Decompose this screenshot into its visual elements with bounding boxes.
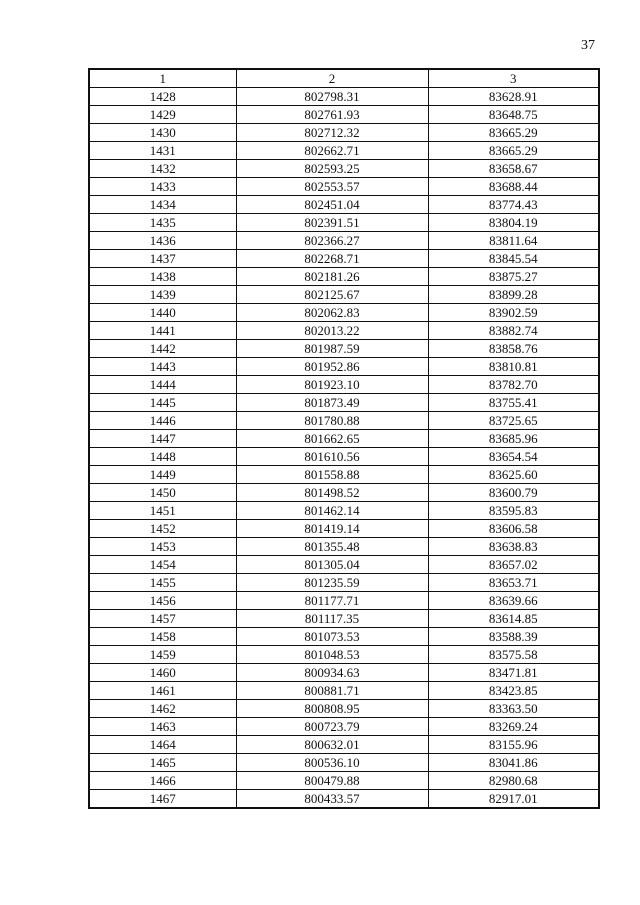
x-coordinate-cell: 801305.04 xyxy=(236,556,428,574)
column-header-2: 2 xyxy=(236,69,428,88)
table-row xyxy=(89,250,599,268)
point-number-cell: 1454 xyxy=(89,556,236,574)
x-coordinate-cell: 801873.49 xyxy=(236,394,428,412)
point-number-cell: 1463 xyxy=(89,718,236,736)
x-coordinate-cell: 802451.04 xyxy=(236,196,428,214)
y-coordinate-cell: 83899.28 xyxy=(428,286,599,304)
y-coordinate-cell: 83657.02 xyxy=(428,556,599,574)
x-coordinate-cell: 801610.56 xyxy=(236,448,428,466)
point-number-cell: 1455 xyxy=(89,574,236,592)
y-coordinate-cell: 83639.66 xyxy=(428,592,599,610)
point-number-cell: 1464 xyxy=(89,736,236,754)
table-row xyxy=(89,196,599,214)
table-row xyxy=(89,304,599,322)
table-row xyxy=(89,376,599,394)
table-row xyxy=(89,520,599,538)
x-coordinate-cell: 801177.71 xyxy=(236,592,428,610)
y-coordinate-cell: 83041.86 xyxy=(428,754,599,772)
x-coordinate-cell: 801498.52 xyxy=(236,484,428,502)
y-coordinate-cell: 83685.96 xyxy=(428,430,599,448)
point-number-cell: 1436 xyxy=(89,232,236,250)
x-coordinate-cell: 802125.67 xyxy=(236,286,428,304)
x-coordinate-cell: 800479.88 xyxy=(236,772,428,790)
point-number-cell: 1450 xyxy=(89,484,236,502)
point-number-cell: 1430 xyxy=(89,124,236,142)
point-number-cell: 1444 xyxy=(89,376,236,394)
table-row xyxy=(89,646,599,664)
x-coordinate-cell: 802268.71 xyxy=(236,250,428,268)
table-body xyxy=(89,88,599,809)
x-coordinate-cell: 802391.51 xyxy=(236,214,428,232)
table-row xyxy=(89,358,599,376)
x-coordinate-cell: 800632.01 xyxy=(236,736,428,754)
y-coordinate-cell: 83804.19 xyxy=(428,214,599,232)
y-coordinate-cell: 83658.67 xyxy=(428,160,599,178)
point-number-cell: 1460 xyxy=(89,664,236,682)
table-row xyxy=(89,142,599,160)
point-number-cell: 1462 xyxy=(89,700,236,718)
point-number-cell: 1432 xyxy=(89,160,236,178)
x-coordinate-cell: 801780.88 xyxy=(236,412,428,430)
table-row xyxy=(89,556,599,574)
x-coordinate-cell: 801987.59 xyxy=(236,340,428,358)
point-number-cell: 1435 xyxy=(89,214,236,232)
table-row xyxy=(89,610,599,628)
y-coordinate-cell: 82980.68 xyxy=(428,772,599,790)
y-coordinate-cell: 83665.29 xyxy=(428,124,599,142)
y-coordinate-cell: 83882.74 xyxy=(428,322,599,340)
table-row xyxy=(89,448,599,466)
y-coordinate-cell: 83755.41 xyxy=(428,394,599,412)
x-coordinate-cell: 800881.71 xyxy=(236,682,428,700)
point-number-cell: 1466 xyxy=(89,772,236,790)
point-number-cell: 1438 xyxy=(89,268,236,286)
table-row xyxy=(89,232,599,250)
point-number-cell: 1465 xyxy=(89,754,236,772)
table-row xyxy=(89,736,599,754)
x-coordinate-cell: 801048.53 xyxy=(236,646,428,664)
y-coordinate-cell: 83471.81 xyxy=(428,664,599,682)
y-coordinate-cell: 83614.85 xyxy=(428,610,599,628)
y-coordinate-cell: 83423.85 xyxy=(428,682,599,700)
point-number-cell: 1429 xyxy=(89,106,236,124)
x-coordinate-cell: 801558.88 xyxy=(236,466,428,484)
y-coordinate-cell: 82917.01 xyxy=(428,790,599,809)
table-row xyxy=(89,754,599,772)
table-row xyxy=(89,412,599,430)
table-row xyxy=(89,466,599,484)
y-coordinate-cell: 83688.44 xyxy=(428,178,599,196)
column-header-1: 1 xyxy=(89,69,236,88)
point-number-cell: 1467 xyxy=(89,790,236,809)
table-row xyxy=(89,628,599,646)
table-row xyxy=(89,718,599,736)
table-row xyxy=(89,286,599,304)
y-coordinate-cell: 83588.39 xyxy=(428,628,599,646)
table-row xyxy=(89,430,599,448)
y-coordinate-cell: 83875.27 xyxy=(428,268,599,286)
y-coordinate-cell: 83269.24 xyxy=(428,718,599,736)
table-header-row xyxy=(89,69,599,88)
x-coordinate-cell: 801117.35 xyxy=(236,610,428,628)
table-row xyxy=(89,682,599,700)
x-coordinate-cell: 801073.53 xyxy=(236,628,428,646)
x-coordinate-cell: 802798.31 xyxy=(236,88,428,106)
point-number-cell: 1448 xyxy=(89,448,236,466)
x-coordinate-cell: 802553.57 xyxy=(236,178,428,196)
table-row xyxy=(89,214,599,232)
point-number-cell: 1428 xyxy=(89,88,236,106)
x-coordinate-cell: 801662.65 xyxy=(236,430,428,448)
table-row xyxy=(89,502,599,520)
x-coordinate-cell: 802761.93 xyxy=(236,106,428,124)
x-coordinate-cell: 802062.83 xyxy=(236,304,428,322)
y-coordinate-cell: 83625.60 xyxy=(428,466,599,484)
point-number-cell: 1461 xyxy=(89,682,236,700)
point-number-cell: 1443 xyxy=(89,358,236,376)
x-coordinate-cell: 802662.71 xyxy=(236,142,428,160)
y-coordinate-cell: 83665.29 xyxy=(428,142,599,160)
point-number-cell: 1457 xyxy=(89,610,236,628)
x-coordinate-cell: 802593.25 xyxy=(236,160,428,178)
table-row xyxy=(89,322,599,340)
table-row xyxy=(89,88,599,106)
x-coordinate-cell: 801235.59 xyxy=(236,574,428,592)
page-number: 37 xyxy=(581,38,595,53)
table-row xyxy=(89,340,599,358)
y-coordinate-cell: 83600.79 xyxy=(428,484,599,502)
x-coordinate-cell: 802181.26 xyxy=(236,268,428,286)
point-number-cell: 1441 xyxy=(89,322,236,340)
y-coordinate-cell: 83811.64 xyxy=(428,232,599,250)
y-coordinate-cell: 83628.91 xyxy=(428,88,599,106)
point-number-cell: 1451 xyxy=(89,502,236,520)
table-row xyxy=(89,772,599,790)
x-coordinate-cell: 800808.95 xyxy=(236,700,428,718)
x-coordinate-cell: 802013.22 xyxy=(236,322,428,340)
table-row xyxy=(89,394,599,412)
y-coordinate-cell: 83653.71 xyxy=(428,574,599,592)
table-row xyxy=(89,106,599,124)
x-coordinate-cell: 800934.63 xyxy=(236,664,428,682)
coordinates-table xyxy=(88,68,600,809)
y-coordinate-cell: 83638.83 xyxy=(428,538,599,556)
point-number-cell: 1434 xyxy=(89,196,236,214)
table-row xyxy=(89,538,599,556)
table-row xyxy=(89,664,599,682)
point-number-cell: 1447 xyxy=(89,430,236,448)
x-coordinate-cell: 801952.86 xyxy=(236,358,428,376)
point-number-cell: 1431 xyxy=(89,142,236,160)
y-coordinate-cell: 83845.54 xyxy=(428,250,599,268)
y-coordinate-cell: 83575.58 xyxy=(428,646,599,664)
y-coordinate-cell: 83725.65 xyxy=(428,412,599,430)
point-number-cell: 1453 xyxy=(89,538,236,556)
x-coordinate-cell: 801923.10 xyxy=(236,376,428,394)
point-number-cell: 1446 xyxy=(89,412,236,430)
point-number-cell: 1437 xyxy=(89,250,236,268)
point-number-cell: 1458 xyxy=(89,628,236,646)
y-coordinate-cell: 83782.70 xyxy=(428,376,599,394)
y-coordinate-cell: 83810.81 xyxy=(428,358,599,376)
point-number-cell: 1433 xyxy=(89,178,236,196)
point-number-cell: 1442 xyxy=(89,340,236,358)
y-coordinate-cell: 83902.59 xyxy=(428,304,599,322)
x-coordinate-cell: 800433.57 xyxy=(236,790,428,809)
y-coordinate-cell: 83774.43 xyxy=(428,196,599,214)
point-number-cell: 1440 xyxy=(89,304,236,322)
table-row xyxy=(89,484,599,502)
point-number-cell: 1459 xyxy=(89,646,236,664)
y-coordinate-cell: 83155.96 xyxy=(428,736,599,754)
point-number-cell: 1452 xyxy=(89,520,236,538)
table-row xyxy=(89,268,599,286)
y-coordinate-cell: 83363.50 xyxy=(428,700,599,718)
x-coordinate-cell: 801462.14 xyxy=(236,502,428,520)
y-coordinate-cell: 83858.76 xyxy=(428,340,599,358)
x-coordinate-cell: 800536.10 xyxy=(236,754,428,772)
point-number-cell: 1445 xyxy=(89,394,236,412)
y-coordinate-cell: 83595.83 xyxy=(428,502,599,520)
y-coordinate-cell: 83606.58 xyxy=(428,520,599,538)
point-number-cell: 1439 xyxy=(89,286,236,304)
point-number-cell: 1456 xyxy=(89,592,236,610)
table-row xyxy=(89,160,599,178)
x-coordinate-cell: 801355.48 xyxy=(236,538,428,556)
x-coordinate-cell: 802366.27 xyxy=(236,232,428,250)
y-coordinate-cell: 83654.54 xyxy=(428,448,599,466)
x-coordinate-cell: 800723.79 xyxy=(236,718,428,736)
table-row xyxy=(89,592,599,610)
table-row xyxy=(89,700,599,718)
x-coordinate-cell: 802712.32 xyxy=(236,124,428,142)
column-header-3: 3 xyxy=(428,69,599,88)
point-number-cell: 1449 xyxy=(89,466,236,484)
table-row xyxy=(89,790,599,809)
x-coordinate-cell: 801419.14 xyxy=(236,520,428,538)
table-row xyxy=(89,178,599,196)
table-row xyxy=(89,574,599,592)
table-row xyxy=(89,124,599,142)
y-coordinate-cell: 83648.75 xyxy=(428,106,599,124)
